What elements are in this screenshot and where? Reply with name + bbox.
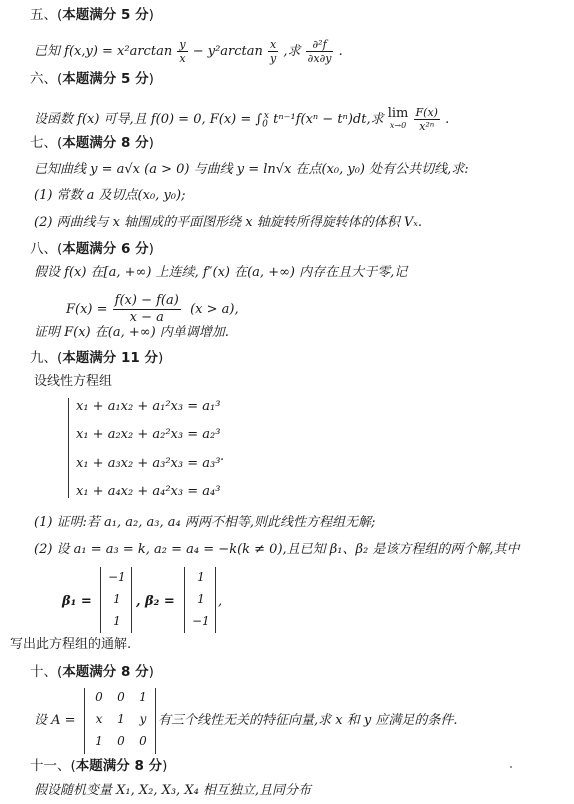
sec5-frac1: $\frac{y}{x}$ — [179, 38, 186, 65]
beta2-entry-3: −1 — [192, 614, 210, 628]
matrix-a21: x — [95, 712, 103, 726]
sec6-frac: $\frac{F(x)}{\text{x²ⁿ}}$ — [415, 106, 438, 133]
sec6-text-a: 设函数 f(x) 可导,且 f(0) = 0, F(x) = ∫ — [34, 112, 263, 127]
section-5-problem — [34, 38, 343, 65]
sec5-frac2: $\frac{x}{y}$ — [270, 38, 277, 65]
equation-row-2: x₁ + a₂x₂ + a₂²x₃ = a₂³ — [76, 427, 221, 442]
sec6-end: . — [445, 112, 450, 127]
section-8-title: 八、(本题满分 6 分) — [30, 241, 154, 257]
section-7-line1: 已知曲线 y = a√x (a > 0) 与曲线 y = ln√x 在点(x₀, y₀) 处有公共切线,求: — [34, 162, 469, 177]
matrix-a31: 1 — [95, 734, 103, 748]
beta1-label: β₁ = — [62, 594, 92, 609]
system-end-period: . — [220, 449, 225, 464]
sec5-mid: − y²arctan — [192, 44, 263, 59]
section-9-title: 九、(本题满分 11 分) — [30, 350, 164, 366]
sec8-cond: (x > a), — [190, 302, 239, 317]
beta1-entry-3: 1 — [113, 614, 121, 628]
matrix-a22: 1 — [117, 712, 125, 726]
section-6-title: 六、(本题满分 5 分) — [30, 71, 154, 87]
section-5-title: 五、(本题满分 5 分) — [30, 7, 154, 23]
sec6-int-sup: x — [263, 110, 269, 121]
beta-end-comma: , — [218, 594, 223, 609]
equation-row-3: x₁ + a₃x₂ + a₃²x₃ = a₃³ — [76, 456, 221, 471]
section-7-line2: (1) 常数 a 及切点(x₀, y₀); — [34, 188, 186, 203]
section-11-title: 十一、(本题满分 8 分) — [30, 758, 168, 774]
matrix-a13: 1 — [139, 690, 147, 704]
section-9-part2: (2) 设 a₁ = a₃ = k, a₂ = a₄ = −k(k ≠ 0),且已知 β₁、β₂ 是该方程组的两个解,其中 — [34, 542, 520, 557]
section-7-title: 七、(本题满分 8 分) — [30, 135, 154, 151]
beta1-entry-1: −1 — [108, 570, 126, 584]
scan-speck — [510, 766, 512, 768]
sec5-q: ,求 — [283, 44, 301, 59]
beta2-entry-2: 1 — [197, 592, 205, 606]
section-10-title: 十、(本题满分 8 分) — [30, 664, 154, 680]
sec6-text-b: tⁿ⁻¹f(xⁿ − tⁿ)dt,求 — [273, 112, 384, 127]
section-9-intro: 设线性方程组 — [34, 374, 113, 389]
sec5-prefix: 已知 f(x,y) = x²arctan — [34, 44, 173, 59]
beta2-label: , β₂ = — [136, 594, 175, 609]
beta2-entry-1: 1 — [197, 570, 205, 584]
equation-row-1: x₁ + a₁x₂ + a₁²x₃ = a₁³ — [76, 399, 221, 414]
sec5-end: . — [338, 44, 343, 59]
sec8-frac: $\frac{f(x) - f(a)}{x - a}$ — [114, 293, 179, 325]
matrix-a12: 0 — [117, 690, 125, 704]
matrix-a32: 0 — [117, 734, 125, 748]
section-8-line3: 证明 F(x) 在(a, +∞) 内单调增加. — [34, 325, 229, 340]
section-9-part1: (1) 证明:若 a₁, a₂, a₃, a₄ 两两不相等,则此线性方程组无解; — [34, 515, 376, 530]
system-brace — [68, 398, 69, 498]
sec8-lhs: F(x) = — [66, 302, 108, 317]
sec5-frac3: $\frac{\text{∂²f}}{\partial x\partial y}$ — [307, 38, 332, 65]
sec6-int-sub: 0 — [262, 119, 268, 130]
section-10-prefix: 设 A = — [34, 713, 76, 728]
matrix-a23: y — [139, 712, 147, 726]
section-9-final: 写出此方程组的通解. — [10, 637, 132, 652]
matrix-a33: 0 — [139, 734, 147, 748]
section-10-suffix: 有三个线性无关的特征向量,求 x 和 y 应满足的条件. — [158, 713, 458, 728]
sec6-lim: lim x→0 — [387, 105, 409, 130]
section-6-problem — [34, 106, 449, 134]
section-7-line3: (2) 两曲线与 x 轴围成的平面图形绕 x 轴旋转所得旋转体的体积 Vₓ. — [34, 215, 423, 230]
equation-row-4: x₁ + a₄x₂ + a₄²x₃ = a₄³ — [76, 484, 221, 499]
section-11-line1: 假设随机变量 X₁, X₂, X₃, X₄ 相互独立,且同分布 — [34, 783, 312, 798]
section-8-formula — [66, 293, 239, 326]
beta1-entry-2: 1 — [113, 592, 121, 606]
section-8-line1: 假设 f(x) 在[a, +∞) 上连续, f″(x) 在(a, +∞) 内存在且大于零,记 — [34, 265, 408, 280]
matrix-a11: 0 — [95, 690, 103, 704]
